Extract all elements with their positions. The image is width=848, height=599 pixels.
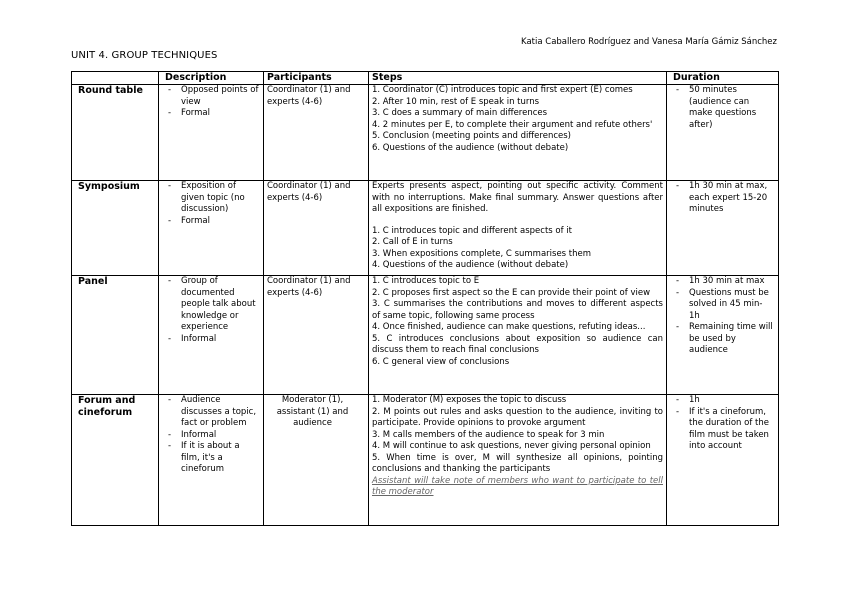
column-header-steps: Steps [369, 72, 667, 85]
list-item: - If it is about a film, it's a cineforum [162, 441, 260, 476]
list-item: - Informal [162, 334, 260, 346]
technique-name: Panel [72, 276, 159, 395]
step-text: 1. C introduces topic to E [372, 276, 480, 286]
step-text: 6. Questions of the audience (without debate) [372, 142, 569, 153]
header-row [72, 72, 779, 85]
step-text: 6. C general view of conclusions [372, 356, 510, 367]
column-header-description: Description [159, 72, 264, 85]
list-item: - 1h 30 min at max [670, 276, 775, 288]
step-text: 5. Conclusion (meeting points and differences) [372, 131, 571, 141]
step-text: 2. C proposes first aspect so the E can provide their point of view [372, 287, 651, 298]
steps-cell [369, 395, 667, 526]
list-item: - 1h [670, 395, 775, 407]
step-text: 1. C introduces topic and different aspects of it [372, 225, 573, 236]
assistant-note: Assistant will take note of members who want to participate to tell the moderator [372, 475, 663, 497]
description-cell [159, 395, 264, 526]
step-text: 2. After 10 min, rest of E speak in turns [372, 96, 540, 107]
list-item: - 50 minutes (audience can make questions after) [670, 85, 775, 131]
description-cell [159, 276, 264, 395]
technique-name: Round table [72, 85, 159, 181]
technique-name: Forum and cineforum [72, 395, 159, 526]
table-row [72, 85, 779, 181]
column-header-participants: Participants [264, 72, 369, 85]
list-item: - 1h 30 min at max, each expert 15-20 minutes [670, 181, 775, 216]
table-row [72, 276, 779, 395]
duration-cell [667, 85, 779, 181]
step-text: 4. Questions of the audience (without debate) [372, 260, 569, 270]
unit-title: UNIT 4. GROUP TECHNIQUES [71, 50, 218, 61]
list-item: - Audience discusses a topic, fact or problem [162, 395, 260, 430]
step-text: 1. Coordinator (C) introduces topic and first expert (E) comes [372, 85, 633, 95]
step-text: 2. M points out rules and asks question to the audience, inviting to participate. Provide opinions to provoke argument [372, 406, 663, 428]
duration-cell [667, 181, 779, 276]
step-text: 1. Moderator (M) exposes the topic to discuss [372, 395, 567, 405]
step-text: 3. M calls members of the audience to speak for 3 min [372, 429, 605, 440]
participants-cell [264, 395, 369, 526]
step-text: 4. Once finished, audience can make questions, refuting ideas... [372, 322, 646, 332]
participants-text: Moderator (1), assistant (1) and audience [276, 395, 349, 428]
step-text: 4. M will continue to ask questions, never giving personal opinion [372, 441, 651, 451]
list-item: - Informal [162, 430, 260, 442]
step-text: 2. Call of E in turns [372, 237, 453, 247]
step-text: 5. When time is over, M will synthesize all opinions, pointing conclusions and thanking the participants [372, 452, 663, 474]
step-text: 3. C summarises the contributions and moves to different aspects of same topic, following same process [372, 299, 663, 321]
group-techniques-table [71, 71, 779, 526]
participants-cell: Coordinator (1) and experts (4-6) [264, 85, 369, 181]
column-header-duration: Duration [667, 72, 779, 85]
table-row [72, 395, 779, 526]
list-item: - Formal [162, 216, 260, 228]
intro-text: Experts presents aspect, pointing out specific activity. Comment with no interruptions. Make final summary. Answer questions after all expositions are finished. [372, 181, 663, 214]
authors-line: Katia Caballero Rodríguez and Vanesa María Gámiz Sánchez [521, 37, 777, 47]
table-row [72, 181, 779, 276]
participants-cell: Coordinator (1) and experts (4-6) [264, 276, 369, 395]
step-text: 3. When expositions complete, C summarises them [372, 248, 592, 259]
steps-cell [369, 181, 667, 276]
list-item: - Group of documented people talk about knowledge or experience [162, 276, 260, 334]
steps-cell [369, 276, 667, 395]
list-item: - Formal [162, 108, 260, 120]
list-item: - Opposed points of view [162, 85, 260, 108]
participants-cell: Coordinator (1) and experts (4-6) [264, 181, 369, 276]
technique-name: Symposium [72, 181, 159, 276]
column-header-technique [72, 72, 159, 85]
steps-cell [369, 85, 667, 181]
list-item: - If it's a cineforum, the duration of the film must be taken into account [670, 407, 775, 453]
description-cell [159, 85, 264, 181]
list-item: - Questions must be solved in 45 min- 1h [670, 288, 775, 323]
step-text: 5. C introduces conclusions about exposition so audience can discuss them to reach final conclusions [372, 333, 663, 355]
duration-cell [667, 395, 779, 526]
step-text: 4. 2 minutes per E, to complete their argument and refute others' [372, 119, 653, 130]
duration-cell [667, 276, 779, 395]
list-item: - Exposition of given topic (no discussion) [162, 181, 260, 216]
step-text: 3. C does a summary of main differences [372, 108, 548, 118]
list-item: - Remaining time will be used by audience [670, 322, 775, 357]
description-cell [159, 181, 264, 276]
